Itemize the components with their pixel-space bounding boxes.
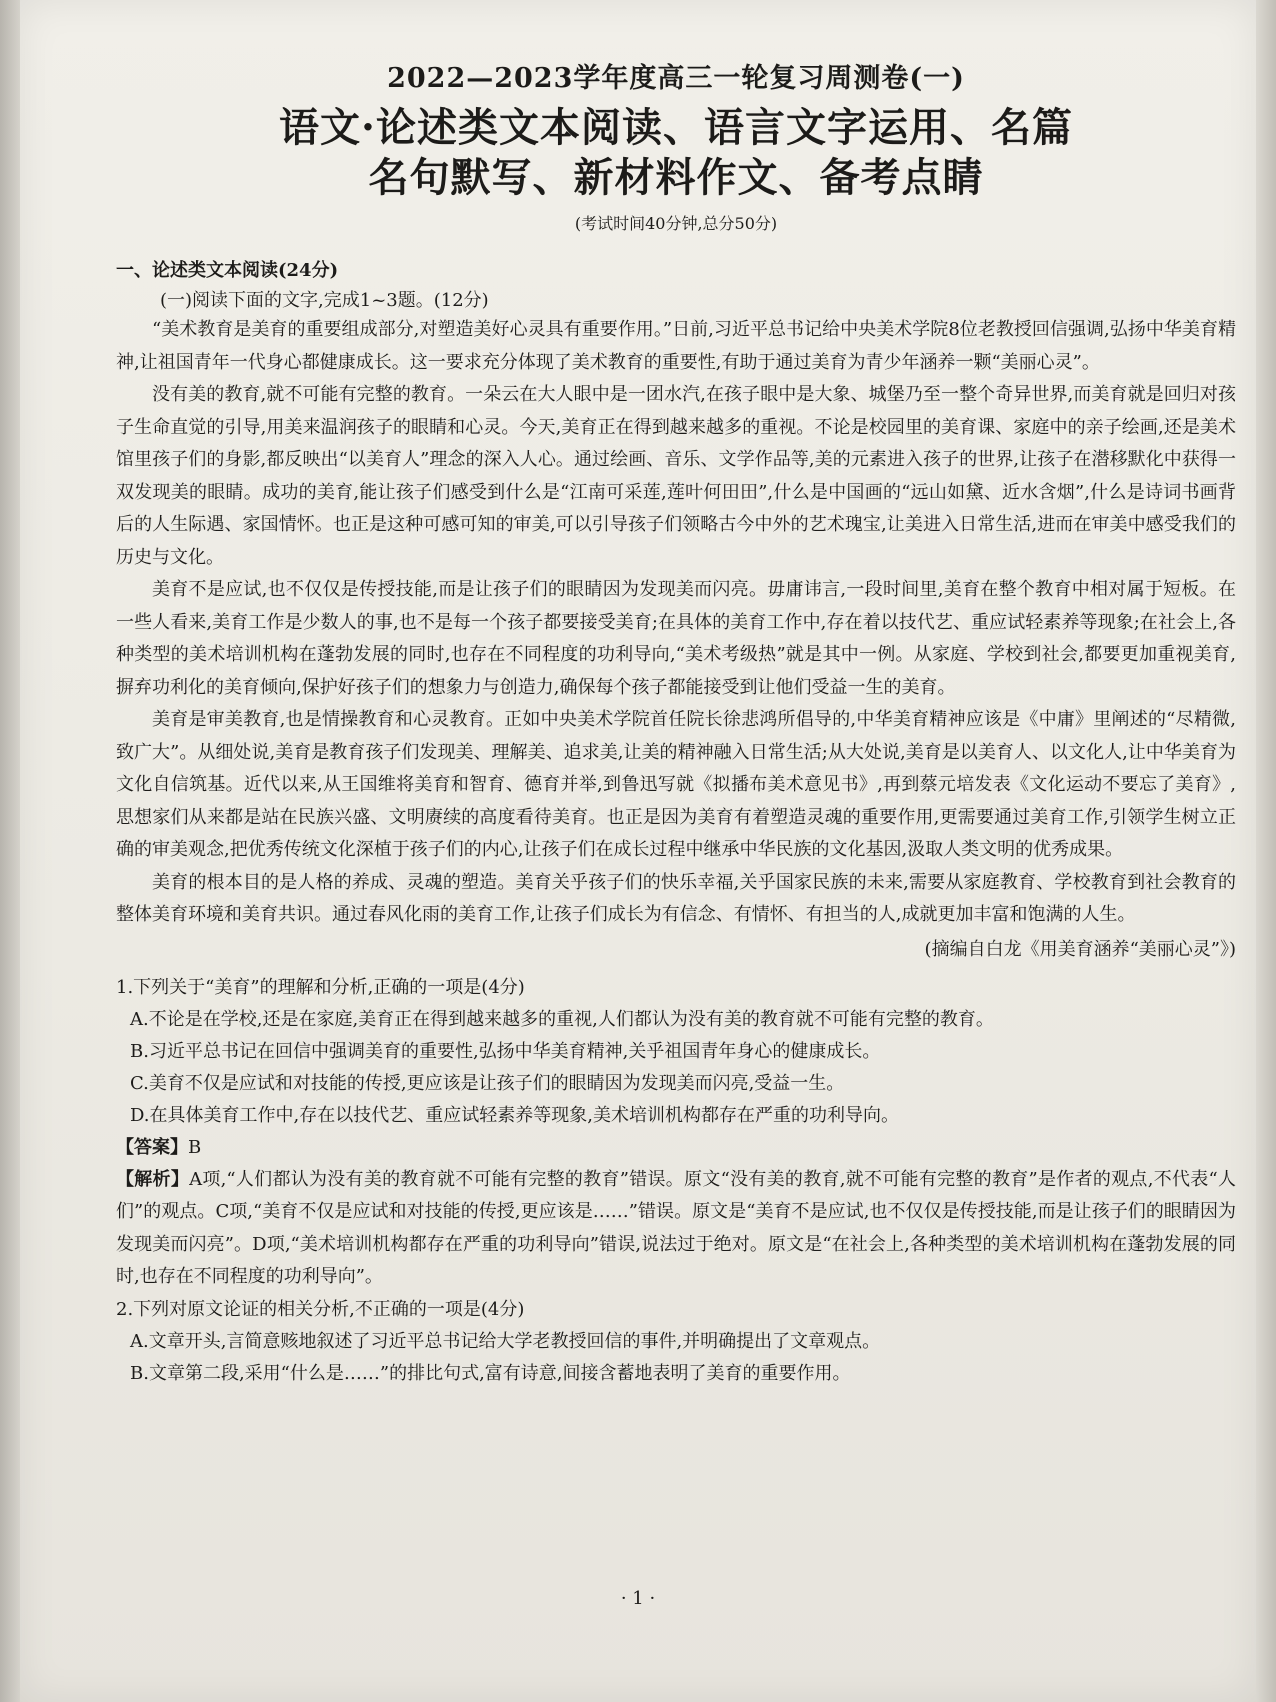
question-1-option-a: A.不论是在学校,还是在家庭,美育正在得到越来越多的重视,人们都认为没有美的教育就不可能有完整的教育。	[130, 1008, 994, 1030]
question-2-option-a: A.文章开头,言简意赅地叙述了习近平总书记给大学老教授回信的事件,并明确提出了文章观点。	[130, 1330, 881, 1352]
page-number: · 1 ·	[620, 1588, 656, 1609]
passage-paragraph-3: 美育不是应试,也不仅仅是传授技能,而是让孩子们的眼睛因为发现美而闪亮。毋庸讳言,一段时间里,美育在整个教育中相对属于短板。在一些人看来,美育工作是少数人的事,也不是每一个孩子都要接受美育;在具体的美育工作中,存在着以技代艺、重应试轻素养等现象;在社会上,各种类型的美术培训机构在蓬勃发展的同时,也存在不同程度的功利导向,“美术考级热”就是其中一例。从家庭、学校到社会,都要更加重视美育,摒弃功利化的美育倾向,保护好孩子们的想象力与创造力,确保每个孩子都能接受到让他们受益一生的美育。	[116, 579, 1236, 698]
right-page-edge	[1256, 0, 1276, 1702]
exam-title: 2022—2023学年度高三一轮复习周测卷(一)	[387, 63, 965, 94]
passage-paragraph-1: “美术教育是美育的重要组成部分,对塑造美好心灵具有重要作用。”日前,习近平总书记给中央美术学院8位老教授回信强调,弘扬中华美育精神,让祖国青年一代身心都健康成长。这一要求充分体现了美术教育的重要性,有助于通过美育为青少年涵养一颗“美丽心灵”。	[116, 319, 1236, 373]
question-2	[116, 1294, 1236, 1390]
passage-paragraph-2: 没有美的教育,就不可能有完整的教育。一朵云在大人眼中是一团水汽,在孩子眼中是大象、城堡乃至一整个奇异世界,而美育就是回归对孩子生命直觉的引导,用美来温润孩子的眼睛和心灵。今天,美育正在得到越来越多的重视。不论是校园里的美育课、家庭中的亲子绘画,还是美术馆里孩子们的身影,都反映出“以美育人”理念的深入人心。通过绘画、音乐、文学作品等,美的元素进入孩子的世界,让孩子在潜移默化中获得一双发现美的眼睛。成功的美育,能让孩子们感受到什么是“江南可采莲,莲叶何田田”,什么是中国画的“远山如黛、近水含烟”,什么是诗词书画背后的人生际遇、家国情怀。也正是这种可感可知的审美,可以引导孩子们领略古今中外的艺术瑰宝,让美进入日常生活,进而在审美中感受我们的历史与文化。	[116, 384, 1236, 568]
passage-paragraph-4: 美育是审美教育,也是情操教育和心灵教育。正如中央美术学院首任院长徐悲鸿所倡导的,中华美育精神应该是《中庸》里阐述的“尽精微,致广大”。从细处说,美育是教育孩子们发现美、理解美、追求美,让美的精神融入日常生活;从大处说,美育是以美育人、以文化人,让中华美育为文化自信筑基。近代以来,从王国维将美育和智育、德育并举,到鲁迅写就《拟播布美术意见书》,再到蔡元培发表《文化运动不要忘了美育》,思想家们从来都是站在民族兴盛、文明赓续的高度看待美育。也正是因为美育有着塑造灵魂的重要作用,更需要通过美育工作,引领学生树立正确的审美观念,把优秀传统文化深植于孩子们的内心,让孩子们在成长过程中继承中华民族的文化基因,汲取人类文明的优秀成果。	[116, 709, 1236, 860]
exam-sheet	[20, 0, 1256, 1702]
question-1-explanation	[116, 1164, 1236, 1294]
question-2-option-b: B.文章第二段,采用“什么是……”的排比句式,富有诗意,间接含蓄地表明了美育的重要作用。	[130, 1362, 851, 1384]
left-page-edge	[0, 0, 20, 1702]
question-1	[116, 972, 1236, 1294]
reading-passage	[116, 314, 1236, 966]
question-1-option-b: B.习近平总书记在回信中强调美育的重要性,弘扬中华美育精神,关乎祖国青年身心的健康成长。	[130, 1040, 881, 1062]
answer-tag: 【答案】	[116, 1136, 188, 1158]
explanation-text: A项,“人们都认为没有美的教育就不可能有完整的教育”错误。原文“没有美的教育,就不可能有完整的教育”是作者的观点,不代表“人们”的观点。C项,“美育不仅是应试和对技能的传授,更应该是……”错误。原文是“美育不是应试,也不仅仅是传授技能,而是让孩子们的眼睛因为发现美而闪亮”。D项,“美术培训机构都存在严重的功利导向”错误,说法过于绝对。原文是“在社会上,各种类型的美术培训机构在蓬勃发展的同时,也存在不同程度的功利导向”。	[116, 1168, 1237, 1287]
sub-heading: (一)阅读下面的文字,完成1~3题。(12分)	[160, 290, 489, 311]
question-1-stem: 1.下列关于“美育”的理解和分析,正确的一项是(4分)	[116, 976, 525, 998]
answer-value: B	[188, 1136, 202, 1158]
section-heading: 一、论述类文本阅读(24分)	[116, 260, 339, 281]
passage-paragraph-5: 美育的根本目的是人格的养成、灵魂的塑造。美育关乎孩子们的快乐幸福,关乎国家民族的未来,需要从家庭教育、学校教育到社会教育的整体美育环境和美育共识。通过春风化雨的美育工作,让孩子们成长为有信念、有情怀、有担当的人,成就更加丰富和饱满的人生。	[116, 871, 1236, 925]
question-2-stem: 2.下列对原文论证的相关分析,不正确的一项是(4分)	[116, 1298, 525, 1320]
question-1-answer	[116, 1132, 1236, 1164]
question-1-option-d: D.在具体美育工作中,存在以技代艺、重应试轻素养等现象,美术培训机构都存在严重的功利导向。	[130, 1104, 899, 1126]
subject-title-line-1: 语文·论述类文本阅读、语言文字运用、名篇	[279, 104, 1073, 151]
question-1-option-c: C.美育不仅是应试和对技能的传授,更应该是让孩子们的眼睛因为发现美而闪亮,受益一生。	[130, 1072, 845, 1094]
sheet-content	[116, 56, 1236, 1390]
passage-citation: (摘编自白龙《用美育涵养“美丽心灵”》)	[924, 938, 1236, 960]
explanation-tag: 【解析】	[116, 1168, 190, 1190]
exam-info: (考试时间40分钟,总分50分)	[574, 214, 778, 233]
subject-title-line-2: 名句默写、新材料作文、备考点睛	[368, 154, 984, 201]
